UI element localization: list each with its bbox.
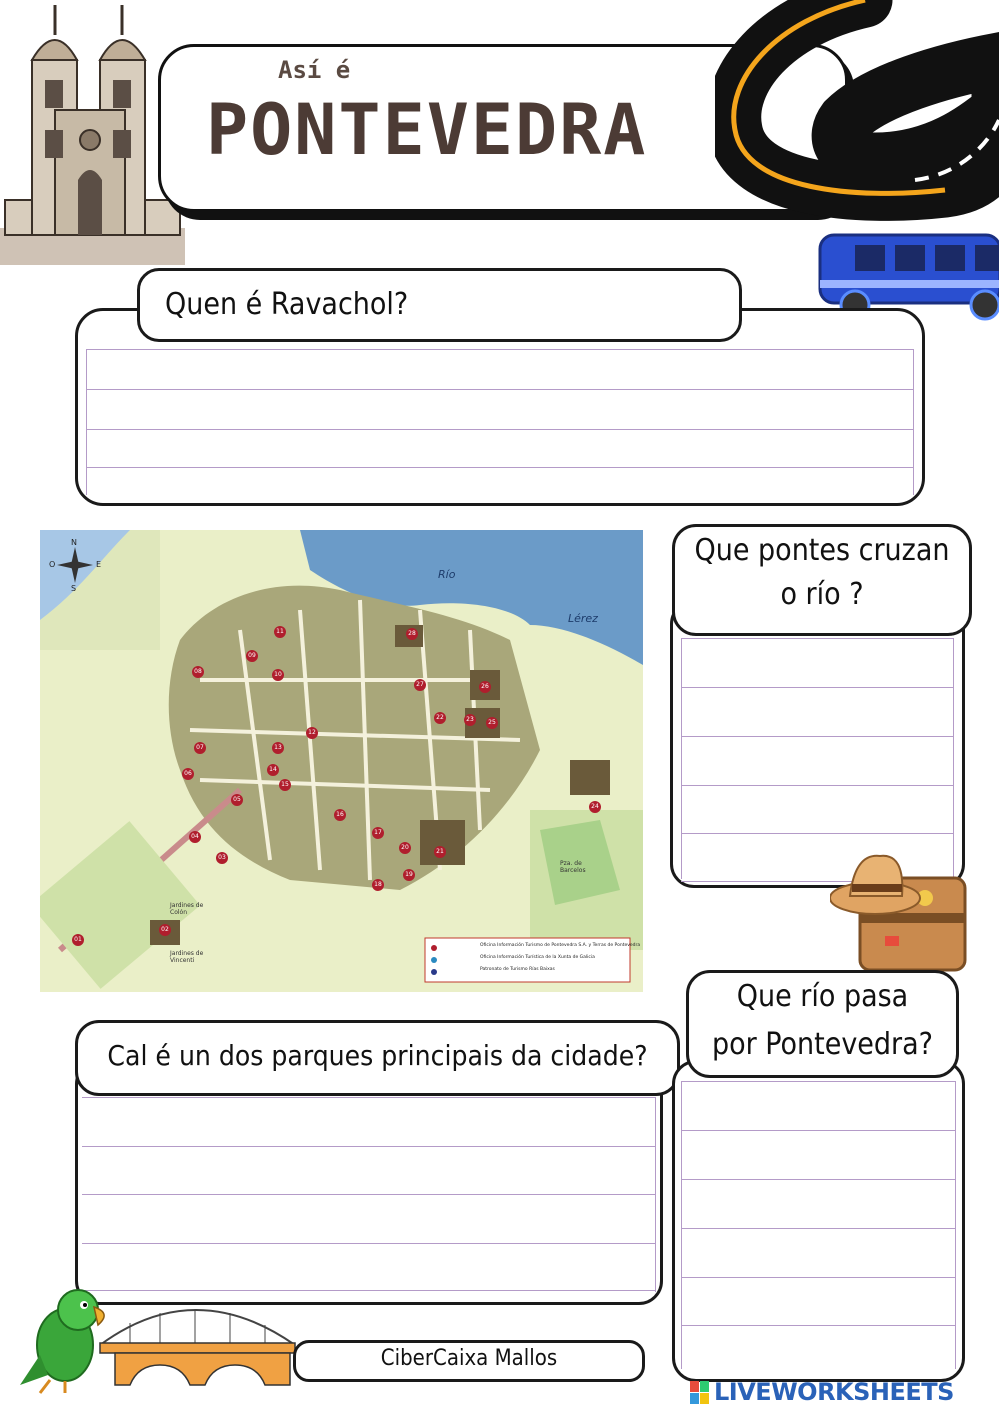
map-marker-20: 20	[399, 842, 411, 854]
page-title: PONTEVEDRA	[206, 89, 648, 171]
place-jardines-vincenti: Jardines de Vincenti	[170, 950, 204, 964]
credit-label	[293, 1340, 645, 1382]
place-praza-barcelos: Pza. de Barcelos	[560, 860, 586, 874]
map-marker-26: 26	[479, 681, 491, 693]
parrot-bridge-illustration	[20, 1285, 300, 1395]
map-marker-22: 22	[434, 712, 446, 724]
map-marker-07: 07	[194, 742, 206, 754]
place-jardines-colon: Jardines de Colón	[170, 902, 204, 916]
compass-n: N	[71, 538, 77, 547]
credit-text: CiberCaixa Mallos	[380, 1346, 558, 1371]
map-marker-11: 11	[274, 626, 286, 638]
question-label-q4	[686, 970, 959, 1078]
map-legend-1: Oficina Información Turismo de Pontevedra S.A. y Terras de Pontevedra	[480, 943, 641, 948]
title-subtitle: Así é	[278, 56, 351, 84]
map-marker-02: 02	[159, 924, 171, 936]
hat-suitcase-illustration	[830, 848, 970, 973]
map-marker-18: 18	[372, 879, 384, 891]
map-marker-10: 10	[272, 669, 284, 681]
map-marker-13: 13	[272, 742, 284, 754]
question-label-q2	[672, 524, 972, 636]
map-marker-06: 06	[182, 768, 194, 780]
answer-box-q2[interactable]	[670, 600, 965, 888]
map-marker-24: 24	[589, 801, 601, 813]
map-marker-03: 03	[216, 852, 228, 864]
brand-text: LIVEWORKSHEETS	[714, 1378, 954, 1406]
question-label-q1	[137, 268, 742, 342]
liveworksheets-logo	[690, 1378, 990, 1408]
map-marker-14: 14	[267, 764, 279, 776]
map-marker-23: 23	[464, 714, 476, 726]
question-text-q2-line2: o río ?	[780, 577, 864, 612]
compass-s: S	[71, 584, 77, 593]
map-legend-2: Oficina Información Turística de la Xunta de Galicia	[480, 955, 595, 960]
compass-e: E	[96, 560, 102, 569]
city-map	[40, 530, 643, 992]
map-marker-01: 01	[72, 934, 84, 946]
question-text-q3: Cal é un dos parques principais da cidade?	[107, 1039, 648, 1072]
answer-box-q3[interactable]	[75, 1060, 663, 1305]
question-label-q3	[75, 1020, 680, 1096]
map-marker-28: 28	[406, 628, 418, 640]
question-text-q4-line1: Que río pasa	[736, 979, 909, 1014]
map-marker-16: 16	[334, 809, 346, 821]
question-text-q4-line2: por Pontevedra?	[712, 1027, 933, 1062]
map-marker-15: 15	[279, 779, 291, 791]
map-marker-21: 21	[434, 846, 446, 858]
river-label: Río	[438, 568, 456, 581]
road-illustration	[715, 0, 999, 235]
question-text-q1: Quen é Ravachol?	[165, 287, 409, 322]
map-marker-17: 17	[372, 827, 384, 839]
river2-label: Lérez	[568, 612, 598, 625]
map-marker-27: 27	[414, 679, 426, 691]
question-text-q2-line1: Que pontes cruzan	[694, 533, 950, 568]
map-marker-09: 09	[246, 650, 258, 662]
map-marker-08: 08	[192, 666, 204, 678]
compass-o: O	[49, 560, 56, 569]
map-marker-05: 05	[231, 794, 243, 806]
map-marker-12: 12	[306, 727, 318, 739]
answer-box-q4[interactable]	[672, 1060, 965, 1382]
map-marker-25: 25	[486, 717, 498, 729]
map-marker-19: 19	[403, 869, 415, 881]
map-legend-3: Patronato de Turismo Rías Baixas	[480, 967, 555, 972]
map-marker-04: 04	[189, 831, 201, 843]
